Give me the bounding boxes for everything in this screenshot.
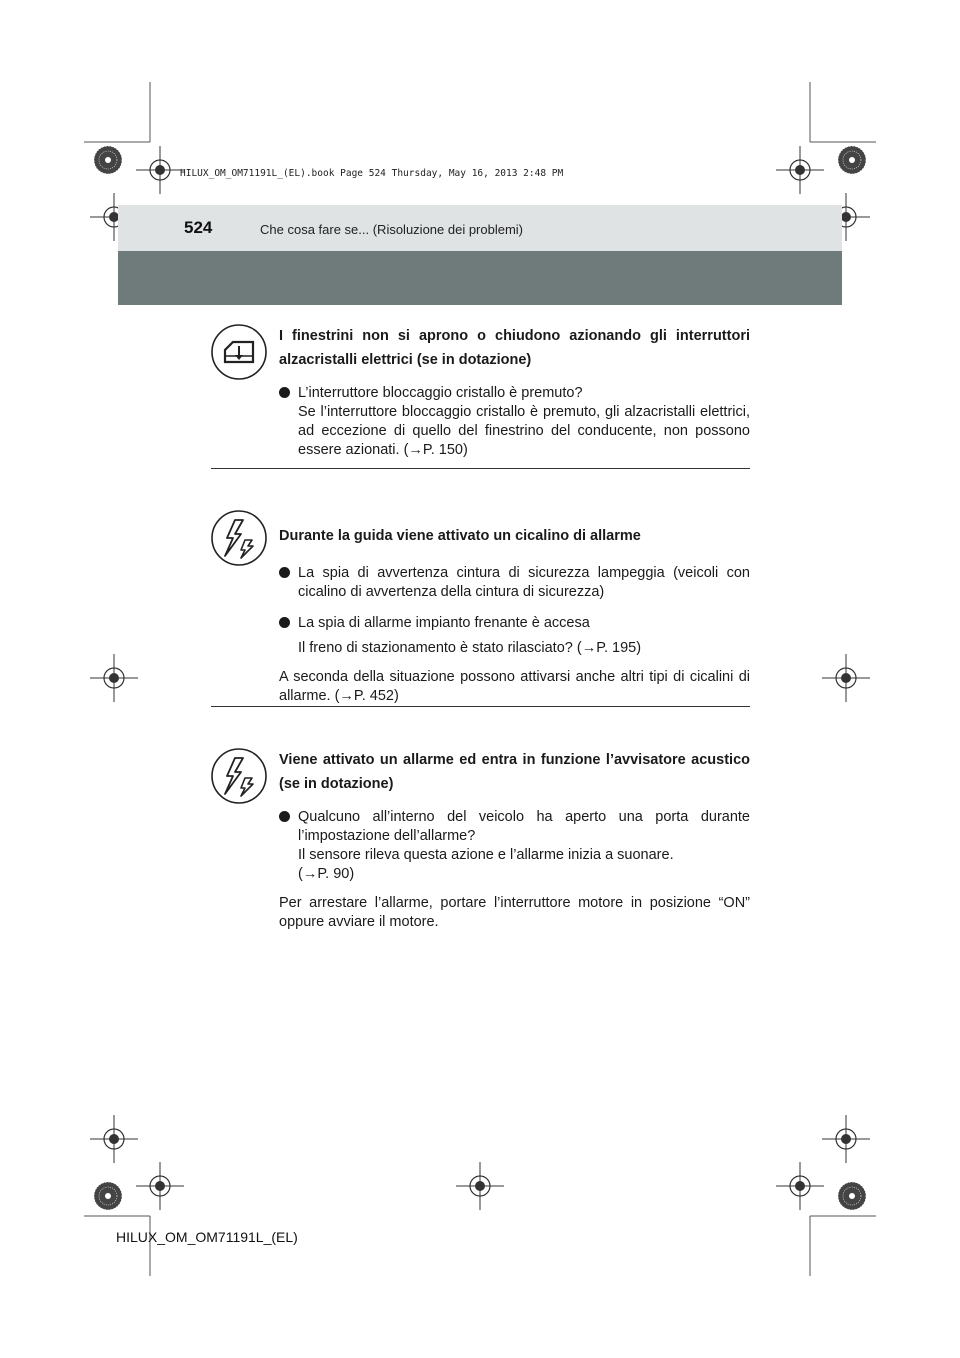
section-title-windows: I finestrini non si aprono o chiudono azionando gli interruttori alzacristalli elettrici (se in dotazione) [279,328,750,368]
power-window-icon [211,324,267,380]
footer-code: HILUX_OM_OM71191L_(EL) [116,1229,298,1245]
book-stamp: HILUX_OM_OM71191L_(EL).book Page 524 Thursday, May 16, 2013 2:48 PM [180,168,564,179]
section-title: Che cosa fare se... (Risoluzione dei problemi) [260,222,524,237]
bullet-item [279,808,750,884]
section-title-buzzer: Durante la guida viene attivato un cicalino di allarme [279,528,641,544]
section-note: A seconda della situazione possono attivarsi anche altri tipi di cicalini di allarme. (→P. 452) [279,669,750,704]
bullet-item [279,384,750,460]
bullet-subtext: Il freno di stazionamento è stato rilasciato? (→P. 195) [298,640,642,656]
section-divider [211,468,750,469]
bullet-question: Qualcuno all’interno del veicolo ha aperto una porta durante l’impostazione dell’allarme? [298,809,750,844]
bullet-text: La spia di allarme impianto frenante è accesa [298,615,590,631]
bullet-question: L’interruttore bloccaggio cristallo è premuto? [298,385,583,401]
alarm-buzzer-icon [211,510,267,566]
section-power-windows [211,324,750,460]
section-divider [211,706,750,707]
section-alarm-horn [211,748,750,932]
bullet-item [279,564,750,602]
bullet-reference: (→P. 90) [298,866,355,882]
bullet-answer: Se l’interruttore bloccaggio cristallo è premuto, gli alzacristalli elettrici, ad eccezione di quello del finestrino del conducente, non possono essere azionati. (→P. 150) [298,404,750,458]
header-dark-band [118,251,842,305]
alarm-buzzer-icon [211,748,267,804]
page-number: 524 [184,218,213,237]
bullet-dot [279,567,290,578]
section-title-horn: Viene attivato un allarme ed entra in funzione l’avvisatore acustico (se in dotazione) [279,752,750,792]
bullet-dot [279,387,290,398]
bullet-item [279,614,750,633]
bullet-text: La spia di avvertenza cintura di sicurezza lampeggia (veicoli con cicalino di avvertenza della cintura di sicurezza) [298,565,750,600]
bullet-dot [279,811,290,822]
bullet-answer: Il sensore rileva questa azione e l’allarme inizia a suonare. [298,847,674,863]
bullet-dot [279,617,290,628]
section-note: Per arrestare l’allarme, portare l’interruttore motore in posizione “ON” oppure avviare il motore. [279,895,750,930]
section-buzzer-driving [211,510,750,706]
